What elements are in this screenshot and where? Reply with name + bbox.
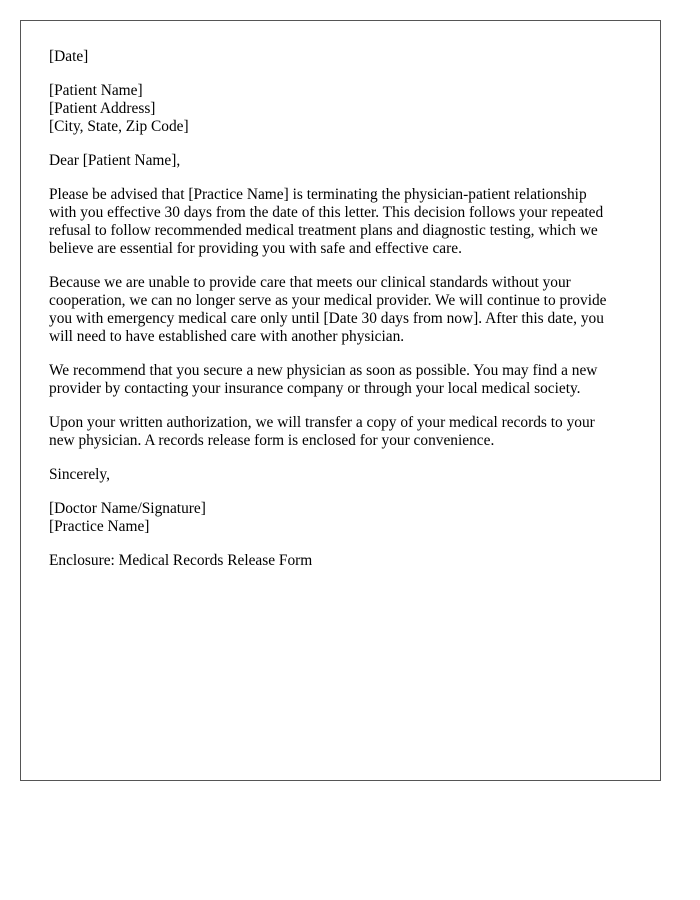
- signature-name: [Doctor Name/Signature]: [49, 500, 206, 517]
- enclosure-text: Enclosure: Medical Records Release Form: [49, 552, 313, 569]
- recipient-name: [Patient Name]: [49, 82, 143, 99]
- paragraph-line: you with emergency medical care only until [Date 30 days from now]. After this date, you: [49, 310, 604, 327]
- closing-text: Sincerely,: [49, 466, 110, 483]
- paragraph-line: will need to have established care with another physician.: [49, 328, 405, 345]
- salutation-text: Dear [Patient Name],: [49, 152, 181, 169]
- paragraph-line: cooperation, we can no longer serve as your medical provider. We will continue to provide: [49, 292, 607, 309]
- signature-practice: [Practice Name]: [49, 518, 150, 535]
- paragraph-line: believe are essential for providing you with safe and effective care.: [49, 240, 462, 257]
- letter-date: [49, 48, 640, 66]
- paragraph-line: We recommend that you secure a new physician as soon as possible. You may find a new: [49, 362, 598, 379]
- paragraph-records-transfer: [49, 414, 640, 450]
- recipient-address: [Patient Address]: [49, 100, 156, 117]
- paragraph-line: new physician. A records release form is enclosed for your convenience.: [49, 432, 495, 449]
- date-text: [Date]: [49, 48, 89, 65]
- salutation: [49, 152, 640, 170]
- paragraph-line: with you effective 30 days from the date of this letter. This decision follows your repeated: [49, 204, 604, 221]
- recipient-city-state-zip: [City, State, Zip Code]: [49, 118, 189, 135]
- paragraph-termination-notice: [49, 186, 640, 258]
- signature-block: [49, 500, 640, 536]
- closing: [49, 466, 640, 484]
- enclosure-note: [49, 552, 640, 570]
- paragraph-line: Please be advised that [Practice Name] is terminating the physician-patient relationship: [49, 186, 587, 203]
- paragraph-new-physician: [49, 362, 640, 398]
- paragraph-line: provider by contacting your insurance company or through your local medical society.: [49, 380, 581, 397]
- paragraph-line: refusal to follow recommended medical treatment plans and diagnostic testing, which we: [49, 222, 598, 239]
- letter-page: [20, 20, 661, 781]
- paragraph-emergency-care: [49, 274, 640, 346]
- paragraph-line: Because we are unable to provide care that meets our clinical standards without your: [49, 274, 571, 291]
- recipient-address-block: [49, 82, 640, 136]
- paragraph-line: Upon your written authorization, we will transfer a copy of your medical records to your: [49, 414, 595, 431]
